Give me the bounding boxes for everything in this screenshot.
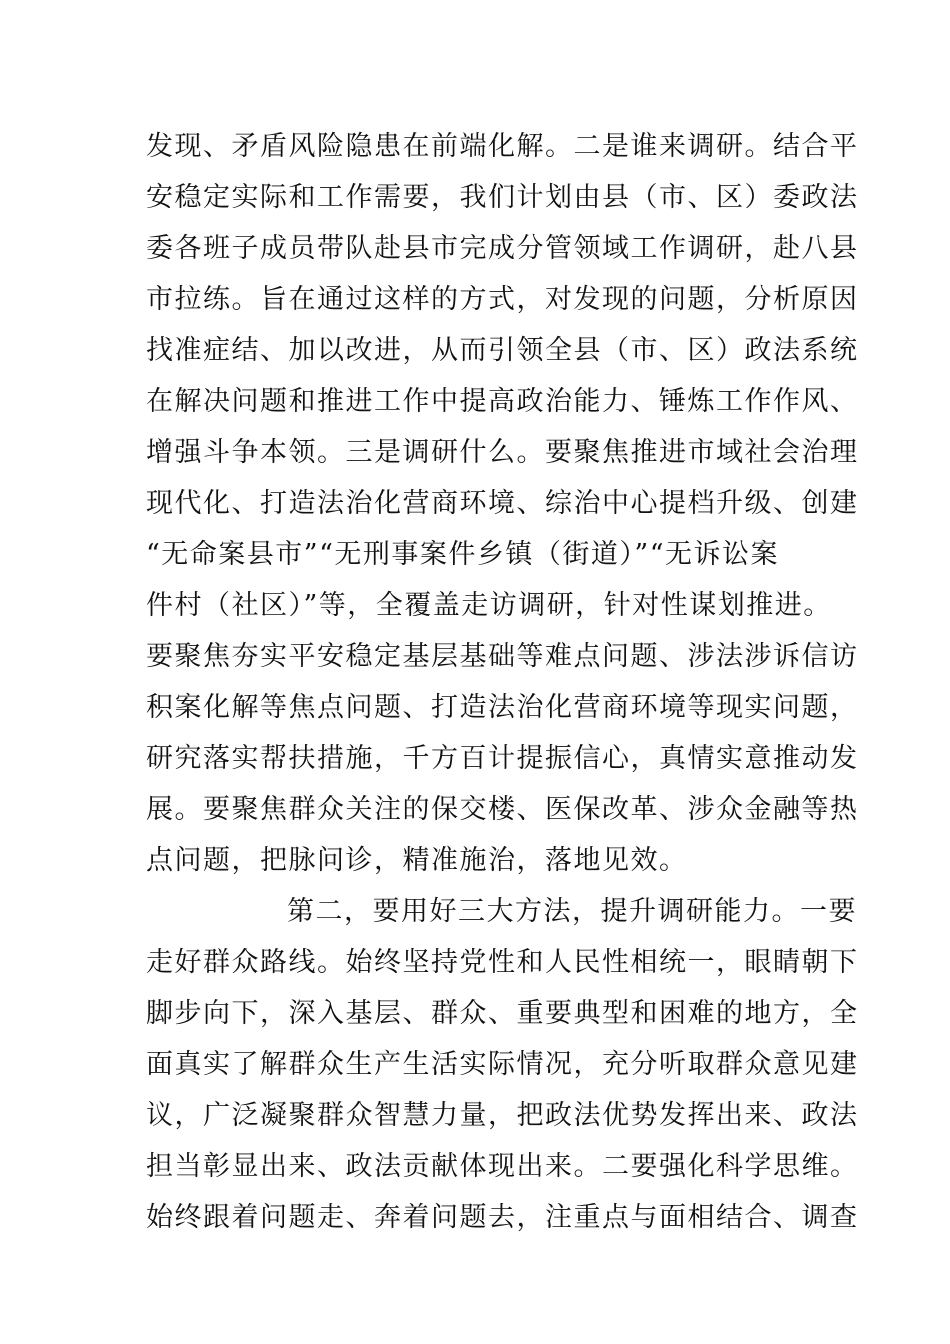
- text-line: 找准症结、加以改进，从而引领全县（市、区）政法系统: [146, 335, 859, 366]
- text-line: 件村（社区）”等，全覆盖走访调研，针对性谋划推进。: [146, 590, 832, 621]
- text-line: 增强斗争本领。三是调研什么。要聚焦推进市域社会治理: [146, 437, 859, 468]
- text-line: 走好群众路线。始终坚持党性和人民性相统一，眼睛朝下: [146, 947, 859, 978]
- text-line: 要聚焦夯实平安稳定基层基础等难点问题、涉法涉诉信访: [146, 641, 859, 672]
- text-line: 现代化、打造法治化营商环境、综治中心提档升级、创建: [146, 488, 859, 519]
- text-line: 脚步向下，深入基层、群众、重要典型和困难的地方，全: [146, 998, 859, 1029]
- text-line: 始终跟着问题走、奔着问题去，注重点与面相结合、调查: [146, 1202, 859, 1233]
- text-line: 面真实了解群众生产生活实际情况，充分听取群众意见建: [146, 1049, 859, 1080]
- text-line: 在解决问题和推进工作中提高政治能力、锤炼工作作风、: [146, 386, 859, 417]
- text-line: 市拉练。旨在通过这样的方式，对发现的问题，分析原因: [146, 284, 859, 315]
- text-line: “无命案县市”“无刑事案件乡镇（街道）”“无诉讼案: [146, 539, 780, 570]
- text-line: 点问题，把脉问诊，精准施治，落地见效。: [146, 845, 688, 876]
- text-line: 发现、矛盾风险隐患在前端化解。二是谁来调研。结合平: [146, 131, 859, 162]
- text-line: 展。要聚焦群众关注的保交楼、医保改革、涉众金融等热: [146, 794, 859, 825]
- text-line: 积案化解等焦点问题、打造法治化营商环境等现实问题，: [146, 692, 859, 723]
- text-line: 议，广泛凝聚群众智慧力量，把政法优势发挥出来、政法: [146, 1100, 859, 1131]
- text-line: 研究落实帮扶措施，千方百计提振信心，真情实意推动发: [146, 743, 859, 774]
- text-line: 安稳定实际和工作需要，我们计划由县（市、区）委政法: [146, 182, 859, 213]
- paragraph-first-line: 第二，要用好三大方法，提升调研能力。一要: [287, 896, 857, 927]
- text-line: 担当彰显出来、政法贡献体现出来。二要强化科学思维。: [146, 1151, 859, 1182]
- text-line: 委各班子成员带队赴县市完成分管领域工作调研，赴八县: [146, 233, 859, 264]
